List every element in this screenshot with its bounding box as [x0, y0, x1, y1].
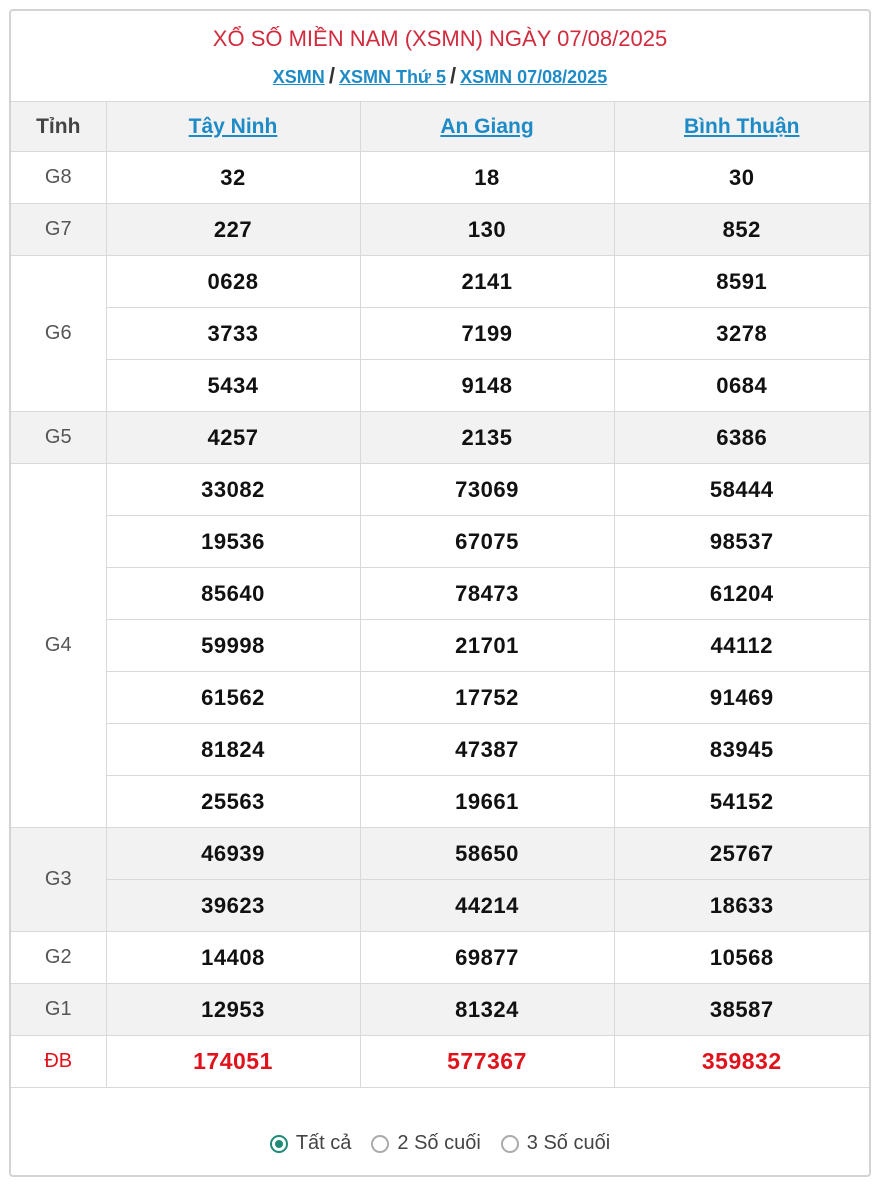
- prize-number: 46939: [106, 828, 360, 880]
- prize-label: G8: [11, 152, 106, 204]
- prize-number: 67075: [360, 516, 614, 568]
- prize-number: 14408: [106, 932, 360, 984]
- prize-number: 25767: [614, 828, 869, 880]
- table-row: [11, 932, 869, 984]
- prize-number: 32: [106, 152, 360, 204]
- prize-number: 44214: [360, 880, 614, 932]
- table-row: [11, 984, 869, 1036]
- prize-number: 17752: [360, 672, 614, 724]
- prize-number: 852: [614, 204, 869, 256]
- column-header-province: [106, 102, 360, 152]
- prize-number: 61204: [614, 568, 869, 620]
- prize-number: 3733: [106, 308, 360, 360]
- breadcrumb-link-xsmn-date[interactable]: XSMN 07/08/2025: [460, 67, 608, 87]
- prize-number: 3278: [614, 308, 869, 360]
- prize-number: 9148: [360, 360, 614, 412]
- prize-number: 59998: [106, 620, 360, 672]
- table-row: [11, 672, 869, 724]
- prize-number: 21701: [360, 620, 614, 672]
- prize-number: 7199: [360, 308, 614, 360]
- table-row: [11, 204, 869, 256]
- prize-number: 227: [106, 204, 360, 256]
- breadcrumb-separator: /: [449, 63, 457, 88]
- breadcrumb-separator: /: [328, 63, 335, 88]
- results-header: [11, 11, 869, 101]
- prize-number: 8591: [614, 256, 869, 308]
- table-row: [11, 724, 869, 776]
- prize-number: 30: [614, 152, 869, 204]
- radio-unselected-icon[interactable]: [371, 1135, 389, 1153]
- prize-label: G7: [11, 204, 106, 256]
- prize-label: G5: [11, 412, 106, 464]
- prize-number: 577367: [360, 1036, 614, 1088]
- table-row: [11, 828, 869, 880]
- breadcrumb: [11, 64, 869, 89]
- breadcrumb-link-xsmn-thu-5[interactable]: XSMN Thứ 5: [338, 67, 446, 87]
- province-link-an-giang[interactable]: An Giang: [440, 114, 534, 138]
- prize-number: 18633: [614, 880, 869, 932]
- table-row: [11, 152, 869, 204]
- prize-number: 73069: [360, 464, 614, 516]
- prize-number: 47387: [360, 724, 614, 776]
- prize-number: 91469: [614, 672, 869, 724]
- prize-number: 19661: [360, 776, 614, 828]
- results-table: [11, 101, 869, 1088]
- prize-number: 38587: [614, 984, 869, 1036]
- prize-number: 81324: [360, 984, 614, 1036]
- prize-number: 78473: [360, 568, 614, 620]
- column-header-province: [360, 102, 614, 152]
- prize-number: 33082: [106, 464, 360, 516]
- prize-number: 19536: [106, 516, 360, 568]
- filter-option-label: 3 Số cuối: [526, 1132, 611, 1154]
- filter-option-last-3[interactable]: [501, 1132, 610, 1155]
- filter-option-label: Tất cả: [295, 1132, 352, 1154]
- prize-label: G3: [11, 828, 106, 932]
- table-row: [11, 360, 869, 412]
- table-row: [11, 308, 869, 360]
- province-link-tay-ninh[interactable]: Tây Ninh: [188, 114, 278, 138]
- prize-number: 18: [360, 152, 614, 204]
- prize-label: ĐB: [11, 1036, 106, 1088]
- prize-number: 6386: [614, 412, 869, 464]
- prize-number: 54152: [614, 776, 869, 828]
- prize-number: 58650: [360, 828, 614, 880]
- prize-number: 2135: [360, 412, 614, 464]
- table-row: [11, 516, 869, 568]
- table-row: [11, 568, 869, 620]
- table-row: [11, 412, 869, 464]
- province-link-binh-thuan[interactable]: Bình Thuận: [684, 114, 800, 138]
- table-row: [11, 776, 869, 828]
- prize-number: 44112: [614, 620, 869, 672]
- table-row: [11, 464, 869, 516]
- digit-filter: [11, 1112, 869, 1175]
- prize-number: 61562: [106, 672, 360, 724]
- breadcrumb-link-xsmn[interactable]: XSMN: [272, 67, 325, 87]
- filter-option-last-2[interactable]: [371, 1132, 480, 1155]
- prize-number: 12953: [106, 984, 360, 1036]
- prize-number: 4257: [106, 412, 360, 464]
- table-row: [11, 1036, 869, 1088]
- prize-label: G2: [11, 932, 106, 984]
- prize-number: 98537: [614, 516, 869, 568]
- prize-number: 10568: [614, 932, 869, 984]
- prize-number: 85640: [106, 568, 360, 620]
- table-row: [11, 620, 869, 672]
- prize-number: 130: [360, 204, 614, 256]
- filter-option-all[interactable]: [270, 1132, 352, 1155]
- results-card: [9, 9, 871, 1177]
- radio-unselected-icon[interactable]: [501, 1135, 519, 1153]
- prize-label: G6: [11, 256, 106, 412]
- table-header-row: [11, 102, 869, 152]
- table-row: [11, 256, 869, 308]
- page-title: XỔ SỐ MIỀN NAM (XSMN) NGÀY 07/08/2025: [212, 26, 668, 51]
- column-header-province: [614, 102, 869, 152]
- prize-number: 58444: [614, 464, 869, 516]
- prize-number: 83945: [614, 724, 869, 776]
- prize-label: G1: [11, 984, 106, 1036]
- prize-number: 174051: [106, 1036, 360, 1088]
- prize-number: 25563: [106, 776, 360, 828]
- prize-number: 0628: [106, 256, 360, 308]
- prize-number: 0684: [614, 360, 869, 412]
- prize-number: 39623: [106, 880, 360, 932]
- prize-number: 359832: [614, 1036, 869, 1088]
- prize-number: 81824: [106, 724, 360, 776]
- prize-number: 2141: [360, 256, 614, 308]
- column-header-province-label: Tỉnh: [11, 102, 106, 152]
- filter-option-label: 2 Số cuối: [397, 1132, 481, 1154]
- prize-number: 69877: [360, 932, 614, 984]
- prize-number: 5434: [106, 360, 360, 412]
- radio-selected-icon[interactable]: [270, 1135, 288, 1153]
- results-table-body: [11, 152, 869, 1088]
- table-row: [11, 880, 869, 932]
- prize-label: G4: [11, 464, 106, 828]
